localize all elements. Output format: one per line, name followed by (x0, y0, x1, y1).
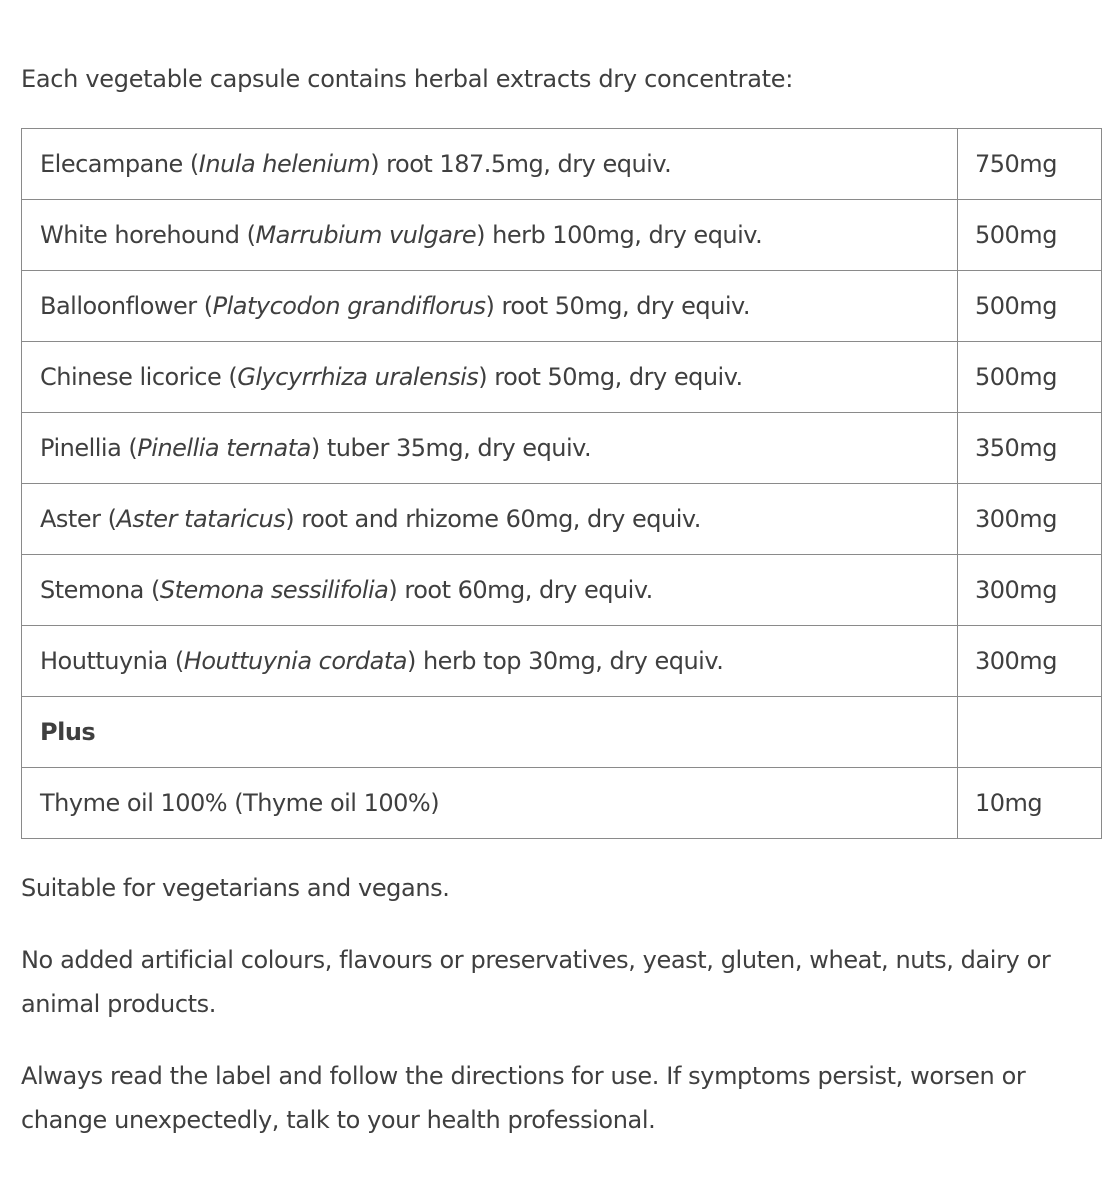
ingredient-detail: ) root 60mg, dry equiv. (388, 576, 653, 604)
ingredient-amount: 350mg (958, 413, 1102, 484)
ingredient-amount: 750mg (958, 129, 1102, 200)
plus-label: Plus (40, 718, 96, 746)
table-row (22, 129, 1102, 200)
ingredient-detail: ) herb top 30mg, dry equiv. (406, 647, 724, 675)
ingredient-amount: 300mg (958, 484, 1102, 555)
ingredient-amount: 500mg (958, 271, 1102, 342)
table-row (22, 768, 1102, 839)
ingredient-name-cell (22, 484, 958, 555)
ingredient-name-cell (22, 626, 958, 697)
ingredient-name-cell (22, 129, 958, 200)
ingredient-name-cell (22, 555, 958, 626)
ingredient-common-name: Elecampane ( (40, 150, 199, 178)
ingredient-latin-name: Inula helenium (198, 150, 371, 178)
ingredient-common-name: White horehound ( (40, 221, 256, 249)
ingredient-latin-name: Glycyrrhiza uralensis (237, 363, 479, 391)
ingredient-common-name: Stemona ( (40, 576, 160, 604)
vegan-note: Suitable for vegetarians and vegans. (21, 874, 450, 902)
table-row (22, 200, 1102, 271)
table-row-plus (22, 697, 1102, 768)
ingredient-name-cell (22, 271, 958, 342)
ingredient-common-name: Aster ( (40, 505, 117, 533)
ingredient-detail: ) tuber 35mg, dry equiv. (310, 434, 592, 462)
ingredient-name-cell (22, 342, 958, 413)
ingredient-detail: ) root 50mg, dry equiv. (478, 363, 743, 391)
ingredient-name-cell (22, 200, 958, 271)
ingredient-latin-name: Pinellia ternata (137, 434, 311, 462)
ingredient-common-name: Houttuynia ( (40, 647, 184, 675)
table-row (22, 342, 1102, 413)
table-row (22, 271, 1102, 342)
label-warning-note: Always read the label and follow the directions for use. If symptoms persist, worsen or change unexpectedly, talk to your health professional. (21, 1062, 1026, 1134)
plus-label-cell (22, 697, 958, 768)
ingredient-amount: 300mg (958, 626, 1102, 697)
ingredient-detail: ) root and rhizome 60mg, dry equiv. (285, 505, 701, 533)
table-row (22, 484, 1102, 555)
ingredient-common-name: Chinese licorice ( (40, 363, 238, 391)
ingredients-table (21, 128, 1102, 839)
ingredient-latin-name: Aster tataricus (116, 505, 286, 533)
empty-amount-cell (958, 697, 1102, 768)
ingredient-latin-name: Marrubium vulgare (255, 221, 477, 249)
ingredient-common-name: Balloonflower ( (40, 292, 213, 320)
extra-ingredient-amount: 10mg (958, 768, 1102, 839)
intro-text: Each vegetable capsule contains herbal extracts dry concentrate: (21, 65, 794, 93)
no-additives-note: No added artificial colours, flavours or preservatives, yeast, gluten, wheat, nuts, dairy or animal products. (21, 946, 1051, 1018)
ingredient-common-name: Pinellia ( (40, 434, 138, 462)
ingredient-latin-name: Stemona sessilifolia (159, 576, 389, 604)
extra-ingredient-name: Thyme oil 100% (Thyme oil 100%) (22, 768, 958, 839)
ingredient-latin-name: Houttuynia cordata (183, 647, 407, 675)
ingredient-detail: ) root 187.5mg, dry equiv. (370, 150, 672, 178)
ingredient-latin-name: Platycodon grandiflorus (212, 292, 486, 320)
table-row (22, 626, 1102, 697)
table-row (22, 555, 1102, 626)
ingredient-amount: 300mg (958, 555, 1102, 626)
ingredient-detail: ) root 50mg, dry equiv. (485, 292, 750, 320)
ingredient-amount: 500mg (958, 200, 1102, 271)
ingredient-amount: 500mg (958, 342, 1102, 413)
ingredient-detail: ) herb 100mg, dry equiv. (476, 221, 763, 249)
table-row (22, 413, 1102, 484)
ingredient-name-cell (22, 413, 958, 484)
